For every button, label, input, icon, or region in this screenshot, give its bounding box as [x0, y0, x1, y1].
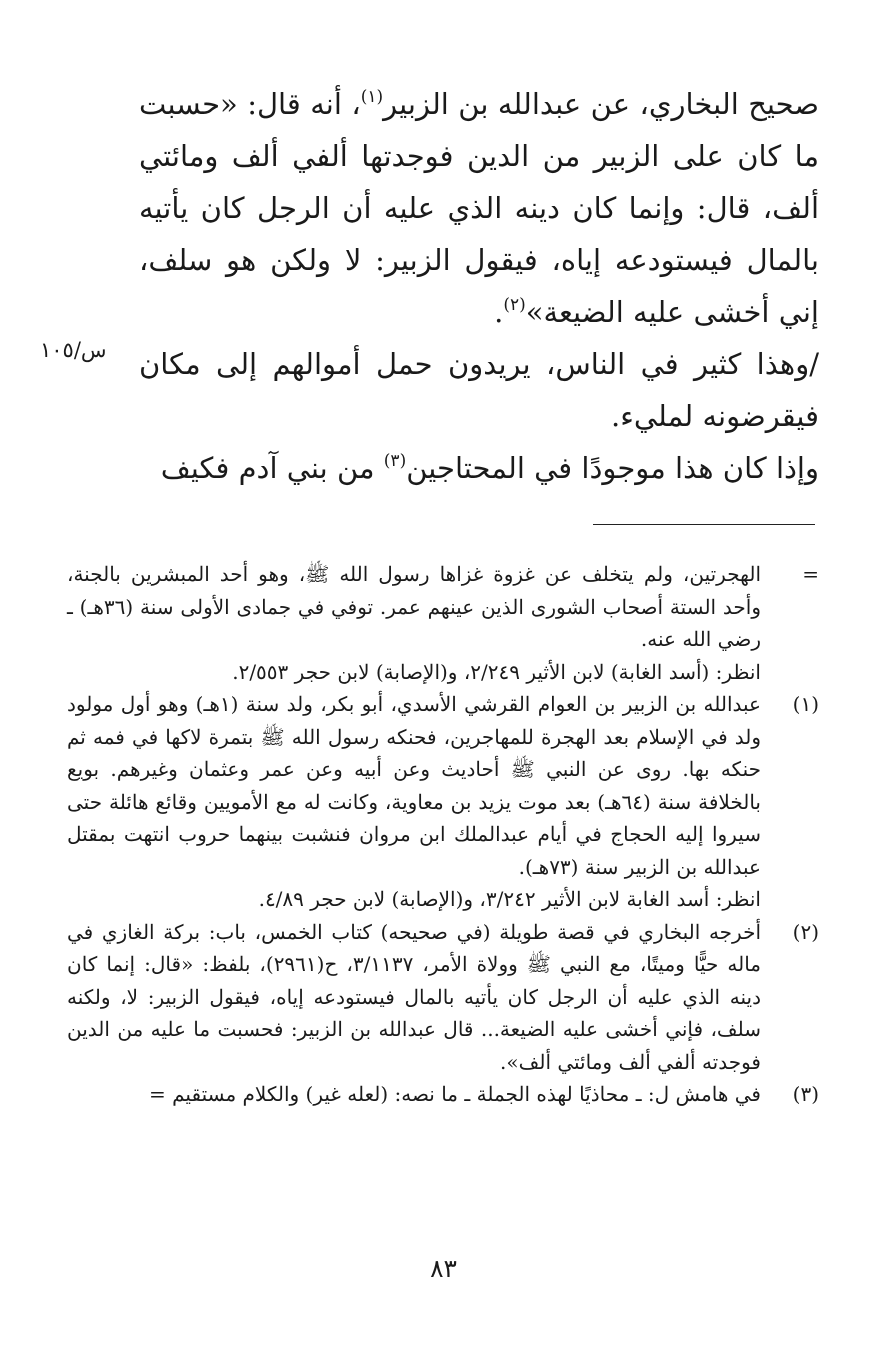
footnote-separator [593, 524, 815, 525]
footnote-3 [67, 1078, 819, 1111]
footnote-text: الهجرتين، ولم يتخلف عن غزوة غزاها رسول الله ﷺ، وهو أحد المبشرين بالجنة، وأحد الستة أصحاب الشورى الذين عينهم عمر. توفي في جمادى الأولى سنة (٣٦هـ) ـ رضي الله عنه. [67, 562, 761, 651]
footnote-text: في هامش ل: ـ محاذيًا لهذه الجملة ـ ما نصه: (لعله غير) والكلام مستقيم = [149, 1082, 761, 1106]
footnote-source: انظر: (أسد الغابة) لابن الأثير ٢/٢٤٩، و(الإصابة) لابن حجر ٢/٥٥٣. [232, 659, 761, 684]
main-paragraph-3: وإذا كان هذا موجودًا في المحتاجين$^{(٣)}$ من بني آدم فكيف [160, 451, 819, 485]
footnote-2 [67, 916, 819, 1079]
manuscript-page-marker: س/١٠٥ [40, 338, 107, 362]
footnote-ref-2[interactable]: (٢) [503, 295, 526, 315]
footnote-marker: (١) [792, 692, 819, 716]
footnote-marker: (٢) [792, 919, 819, 944]
footnote-continuation [67, 558, 819, 688]
footnote-ref-1[interactable]: (١) [360, 87, 384, 107]
footnote-ref-3[interactable]: (٣) [383, 451, 407, 471]
footnote-1 [67, 688, 819, 916]
footnotes [67, 558, 819, 1111]
footnote-marker: = [802, 562, 819, 586]
main-body-text [139, 78, 819, 494]
footnote-marker: (٣) [792, 1082, 819, 1106]
footnote-text: عبدالله بن الزبير بن العوام القرشي الأسدي، أبو بكر، ولد سنة (١هـ) وهو أول مولود ولد في الإسلام بعد الهجرة للمهاجرين، فحنكه رسول الله ﷺ بتمرة لاكها في فمه ثم حنكه بها. روى عن النبي ﷺ أحاديث وعن أبيه وعن عمر وعثمان وغيرهم. بويع بالخلافة سنة (٦٤هـ) بعد موت يزيد بن معاوية، وكانت له مع الأمويين وقائع هائلة حتى سيروا إليه الحجاج في أيام عبدالملك ابن مروان فنشبت بينهما حروب انتهت بمقتل عبدالله بن الزبير سنة (٧٣هـ). [67, 692, 761, 879]
page-number: ٨٣ [430, 1254, 457, 1283]
main-paragraph-1: صحيح البخاري، عن عبدالله بن الزبير$^{(١)}$، أنه قال: «حسبت ما كان على الزبير من الدين فوجدتها ألفي ألف ومائتي ألف، قال: وإنما كان دينه الذي عليه أن الرجل كان يأتيه بالمال فيستودعه إياه، فيقول الزبير: لا ولكن هو سلف، إني أخشى عليه الضيعة»$^{(٢)}$. [139, 87, 820, 329]
footnote-text: أخرجه البخاري في قصة طويلة (في صحيحه) كتاب الخمس، باب: بركة الغازي في ماله حيًّا وميتًا، مع النبي ﷺ وولاة الأمر، ٣/١١٣٧، ح(٢٩٦١)، بلفظ: «قال: إنما كان دينه الذي عليه أن الرجل كان يأتيه بالمال فيستودعه إياه، فيقول الزبير: لا، ولكنه سلف، فإني أخشى عليه الضيعة... قال عبدالله بن الزبير: فحسبت ما عليه من الدين فوجدته ألفي ألف ومائتي ألف». [67, 919, 762, 1074]
main-paragraph-2: /وهذا كثير في الناس، يريدون حمل أموالهم إلى مكان فيقرضونه لمليء. [139, 347, 819, 433]
footnote-source: انظر: أسد الغابة لابن الأثير ٣/٢٤٢، و(الإصابة) لابن حجر ٤/٨٩. [258, 887, 761, 911]
